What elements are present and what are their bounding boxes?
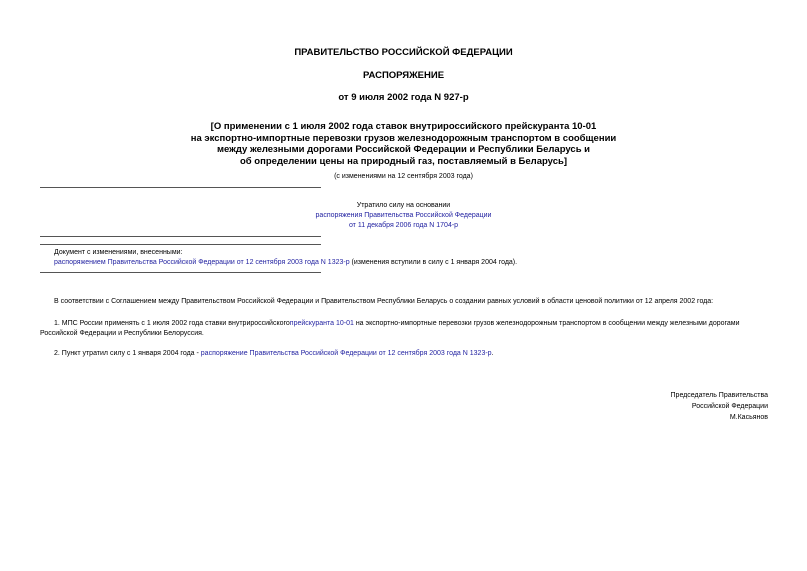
intro-paragraph: В соответствии с Соглашением между Правительством Российской Федерации и Правительством Республики Беларусь о создании равных условий в области ценовой политики от 12 апреля 2002 года: [54,298,714,305]
divider [40,244,321,245]
revoking-act-date-link[interactable]: от 11 декабря 2006 года N 1704-р [348,222,459,229]
signatory-position: Председатель Правительства [670,392,768,399]
document-date-number: от 9 июля 2002 года N 927-р [338,92,469,103]
changes-line [54,258,517,268]
signatory-name: М.Касьянов [729,414,768,421]
repealing-act-link[interactable]: распоряжение Правительства Российской Федерации от 12 сентября 2003 года N 1323-р [200,350,492,357]
divider [40,272,321,273]
changes-suffix: (изменения вступили в силу с 1 января 2004 года). [349,259,518,266]
paragraph-1 [54,319,740,329]
paragraph-1-line-2: Российской Федерации и Республики Белоруссия. [40,330,204,337]
paragraph-1-text-cont: на экспортно-импортные перевозки грузов железнодорожным транспортом в сообщении между железными дорогами [353,320,740,327]
title-line: между железными дорогами Российской Федерации и Республики Беларусь и [216,144,591,155]
paragraph-1-text: 1. МПС России применять с 1 июля 2002 года ставки внутрироссийского [54,320,290,327]
divider [40,187,321,188]
title-line: [О применении с 1 июля 2002 года ставок внутрироссийского прейскуранта 10-01 [210,121,597,132]
signatory-organization: Российской Федерации [691,403,768,410]
document-title [0,121,807,167]
tariff-link[interactable]: прейскуранта 10-01 [289,320,354,327]
title-line: на экспортно-импортные перевозки грузов железнодорожным транспортом в сообщении [190,132,617,144]
paragraph-2-end: . [491,350,494,357]
amending-act-link[interactable]: распоряжением Правительства Российской Федерации от 12 сентября 2003 года N 1323-р [54,259,350,266]
document-type: РАСПОРЯЖЕНИЕ [362,70,445,81]
signature-block [671,390,768,423]
paragraph-2 [54,349,494,359]
paragraph-2-text: 2. Пункт утратил силу с 1 января 2004 года - [54,350,201,357]
divider [40,236,321,237]
revoked-note: Утратило силу на основании [356,202,451,209]
amendments-note: (с изменениями на 12 сентября 2003 года) [334,173,473,180]
changes-label: Документ с изменениями, внесенными: [54,249,183,256]
revoking-act-link[interactable]: распоряжения Правительства Российской Федерации [315,212,492,219]
government-heading: ПРАВИТЕЛЬСТВО РОССИЙСКОЙ ФЕДЕРАЦИИ [294,47,513,58]
title-line: об определении цены на природный газ, поставляемый в Беларусь] [240,155,567,167]
